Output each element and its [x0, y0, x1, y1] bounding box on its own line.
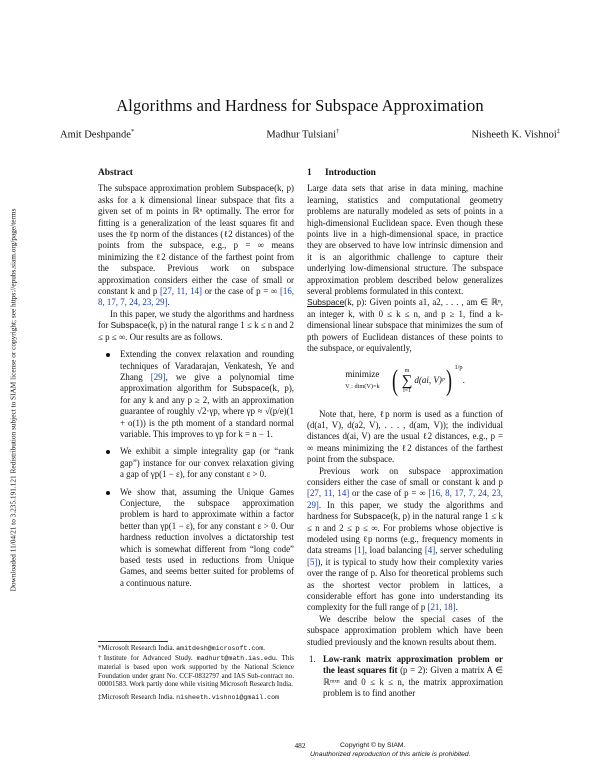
intro-paragraph: Large data sets that arise in data mining, machine learning, statistics and computational geometry problems are naturally modeled as sets of points in a high-dimensional Euclidean space. Even though these points live in a high-dimensional space, in practice they are observed to have low intrinsic dimension and it is an algorithmic challenge to capture their underlying low-dimensional structure. The subspace approximation problem described below generalizes several problems formulated in this context. [307, 183, 503, 297]
download-watermark [6, 120, 20, 680]
citation-link[interactable]: [5] [307, 556, 318, 567]
results-list [98, 349, 294, 589]
citation-link[interactable]: [27, 11, 14] [159, 286, 202, 297]
page-number: 482 [294, 741, 306, 750]
footnote: ‡Microsoft Research India. nisheeth.vishnoi@gmail.com [98, 692, 280, 701]
author-list [60, 128, 560, 141]
footnote-rule [98, 641, 168, 642]
author: Nisheeth K. Vishnoi‡ [471, 128, 560, 141]
author: Amit Deshpande* [60, 128, 135, 141]
intro-paragraph: Previous work on subspace approximation considers either the case of small or constant k and p [27, 11, 14] or the case of p = ∞ [16, 8, 17, 7, 24, 23, 29]. In this paper, we study the algorithms and hardness for Subspace(k, p) in the natural range 1 ≤ k ≤ n and 2 ≤ p ≤ ∞. For problems whose objective is modeled using ℓp norms (e.g., frequency moments in data streams [1], load balancing [4], server scheduling [5]), it is typical to study how their complexity varies over the range of p. Also for theoretical problems such as the shortest vector problem in lattices, a considerable effort has gone into understanding its complexity for the full range of p [21, 18]. [307, 465, 503, 613]
footnote: †Institute for Advanced Study. madhurt@math.ias.edu. This material is based upon work supported by the National Science Foundation under grant No. CCF-0832797 and IAS Sub-contract no. 00001583. Work partly done while visiting Microsoft Research India. [98, 653, 294, 689]
author: Madhur Tulsiani† [266, 128, 340, 141]
section-heading: 1 Introduction [307, 168, 376, 178]
bullet-icon [106, 450, 110, 454]
problem-definition: Subspace(k, p): Given points a1, a2, . . . , am ∈ ℝⁿ, an integer k, with 0 ≤ k ≤ n, and p ≥ 1, find a k-dimensional linear subspace that minimizes the sum of pth powers of Euclidean distances of these points to the subspace, or equivalently, [307, 297, 503, 354]
abstract-column [98, 168, 294, 595]
citation-link[interactable]: [1] [354, 545, 365, 556]
intro-paragraph: Note that, here, ℓp norm is used as a function of (d(a1, V), d(a2, V), . . . , d(am, V)); the individual distances d(ai, V) are the usual ℓ2 distances, e.g., p = ∞ means minimizing the ℓ2 distances of the farthest point from the subspace. [307, 408, 503, 465]
abstract-heading: Abstract [98, 168, 133, 178]
citation-link[interactable]: [27, 11, 14] [307, 488, 350, 499]
download-watermark-text: Downloaded 11/04/21 to 3.235.191.121 Redistribution subject to SIAM license or copyright; see https://epubs.siam.org/page/terms [8, 208, 18, 592]
citation-link[interactable]: [29] [150, 371, 166, 382]
paper-title: Algorithms and Hardness for Subspace Approximation [116, 96, 484, 115]
abstract-paragraph: The subspace approximation problem Subspace(k, p) asks for a k dimensional linear subspace that fits a given set of m points in ℝⁿ optimally. The error for fitting is a generalization of the least squares fit and uses the ℓp norm of the distances (ℓ2 distances) of the points from the subspace, e.g., p = ∞ means minimizing the ℓ2 distance of the farthest point from the subspace. Previous work on subspace approximation considers either the case of small or constant k and p [27, 11, 14] or the case of p = ∞ [16, 8, 17, 7, 24, 23, 29]. [98, 183, 294, 308]
footnote: *Microsoft Research India. amitdesh@microsoft.com. [98, 644, 265, 652]
footnotes [98, 644, 294, 703]
list-item: Extending the convex relaxation and rounding techniques of Varadarajan, Venkatesh, Ye and Zhang [29], we give a polynomial time approximation algorithm for Subspace(k, p), for any k and any p ≥ 2, with an approximation guarantee of roughly √2·γp, where γp ≈ √(p/e)(1 + o(1)) is the pth moment of a standard normal variable. This improves to γp for k = n − 1. [98, 349, 294, 440]
introduction-column [307, 168, 503, 700]
special-cases-list [307, 654, 503, 700]
bullet-icon [106, 353, 110, 357]
bullet-icon [106, 491, 110, 495]
intro-paragraph: We describe below the special cases of the subspace approximation problem which have been studied previously and the known results about them. [307, 613, 503, 647]
objective-equation: minimize V : dim(V)=k ( m ∑ i=1 d(ai, V)ᵖ ) 1/p . [345, 363, 465, 397]
citation-link[interactable]: [16, 8, 17, 7, 24, 23, 29] [98, 286, 294, 308]
list-item: We exhibit a simple integrality gap (or “rank gap”) instance for our convex relaxation giving a gap of γp(1 − ε), for any constant ε > 0. [98, 446, 294, 480]
list-item: 1. Low-rank matrix approximation problem or the least squares fit (p = 2): Given a matrix A ∈ ℝᵐˣⁿ and 0 ≤ k ≤ n, the matrix approximation problem is to find another [309, 654, 503, 699]
list-item: We show that, assuming the Unique Games Conjecture, the subspace approximation problem is hard to approximate within a factor better than γp(1 − ε), for any constant ε > 0. Our hardness reduction involves a dictatorship test which is somewhat different from “long code” based tests used in reductions from Unique Games, and seems better suited for problems of a continuous nature. [98, 487, 294, 590]
citation-link[interactable]: [21, 18] [427, 602, 456, 613]
copyright-notice: Copyright © by SIAM. Unauthorized reproduction of this article is prohibited. [310, 742, 471, 758]
abstract-paragraph: In this paper, we study the algorithms and hardness for Subspace(k, p) in the natural range 1 ≤ k ≤ n and 2 ≤ p ≤ ∞. Our results are as follows. [98, 308, 294, 342]
citation-link[interactable]: [4] [424, 545, 436, 556]
citation-link[interactable]: [16, 8, 17, 7, 24, 23, 29] [307, 488, 503, 510]
